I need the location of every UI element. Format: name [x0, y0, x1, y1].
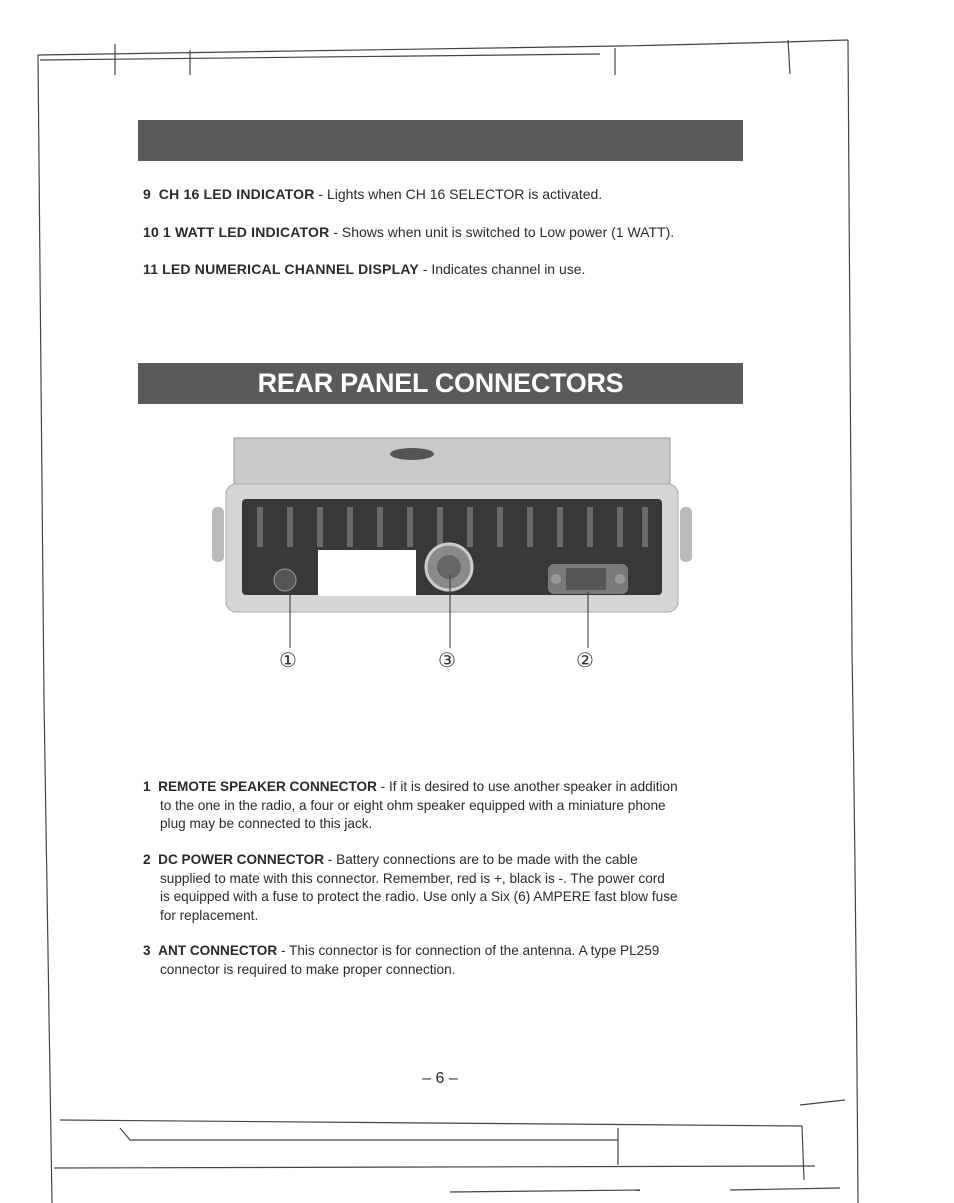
item-9: [143, 186, 602, 202]
item-3-sep: -: [277, 943, 290, 958]
item-2-title: DC POWER CONNECTOR: [158, 852, 325, 867]
item-3: [143, 942, 743, 979]
item-11-text: Indicates channel in use.: [431, 261, 586, 277]
item-10: [143, 224, 674, 240]
callout-3: ③: [438, 648, 456, 672]
item-1: [143, 778, 743, 834]
item-11-sep: -: [418, 261, 432, 277]
section-heading: REAR PANEL CONNECTORS: [257, 368, 624, 398]
item-3-line1: This connector is for connection of the antenna. A type PL259: [289, 943, 660, 958]
item-10-text: Shows when unit is switched to Low power (1 WATT).: [341, 224, 675, 240]
page-number: – 6 –: [422, 1070, 458, 1087]
item-11-title: LED NUMERICAL CHANNEL DISPLAY: [162, 261, 419, 277]
callout-2: ②: [576, 648, 594, 672]
item-1-title: REMOTE SPEAKER CONNECTOR: [158, 779, 377, 794]
item-10-number: 10: [143, 224, 159, 240]
item-2-sep: -: [324, 852, 337, 867]
item-10-sep: -: [329, 224, 342, 240]
item-9-number: 9: [143, 186, 151, 202]
item-3-title: ANT CONNECTOR: [158, 943, 278, 958]
section-heading-band: [138, 363, 743, 404]
item-1-line1: If it is desired to use another speaker in addition: [389, 779, 678, 794]
item-2-line: for replacement.: [160, 907, 259, 923]
item-10-title: 1 WATT LED INDICATOR: [162, 224, 330, 240]
item-1-line: to the one in the radio, a four or eight ohm speaker equipped with a miniature phone: [160, 797, 666, 813]
item-11-number: 11: [143, 261, 159, 277]
item-9-sep: -: [314, 186, 327, 202]
item-1-line: plug may be connected to this jack.: [160, 816, 373, 831]
rear-panel-photo: [212, 432, 692, 632]
item-3-number: 3: [143, 943, 151, 958]
item-2-line: is equipped with a fuse to protect the radio. Use only a Six (6) AMPERE fast blow fuse: [160, 889, 678, 904]
item-1-number: 1: [143, 779, 151, 794]
item-3-line: connector is required to make proper connection.: [160, 961, 456, 977]
item-2-line1: Battery connections are to be made with the cable: [336, 852, 638, 867]
item-2-line: supplied to mate with this connector. Remember, red is +, black is -. The power cord: [160, 870, 665, 886]
item-9-text: Lights when CH 16 SELECTOR is activated.: [326, 186, 603, 202]
top-header-band: [138, 120, 743, 161]
item-11: [143, 261, 585, 277]
item-1-sep: -: [376, 779, 389, 794]
callout-1: ①: [279, 648, 297, 672]
item-2: [143, 851, 743, 925]
item-2-number: 2: [143, 852, 151, 867]
item-9-title: CH 16 LED INDICATOR: [158, 186, 315, 202]
